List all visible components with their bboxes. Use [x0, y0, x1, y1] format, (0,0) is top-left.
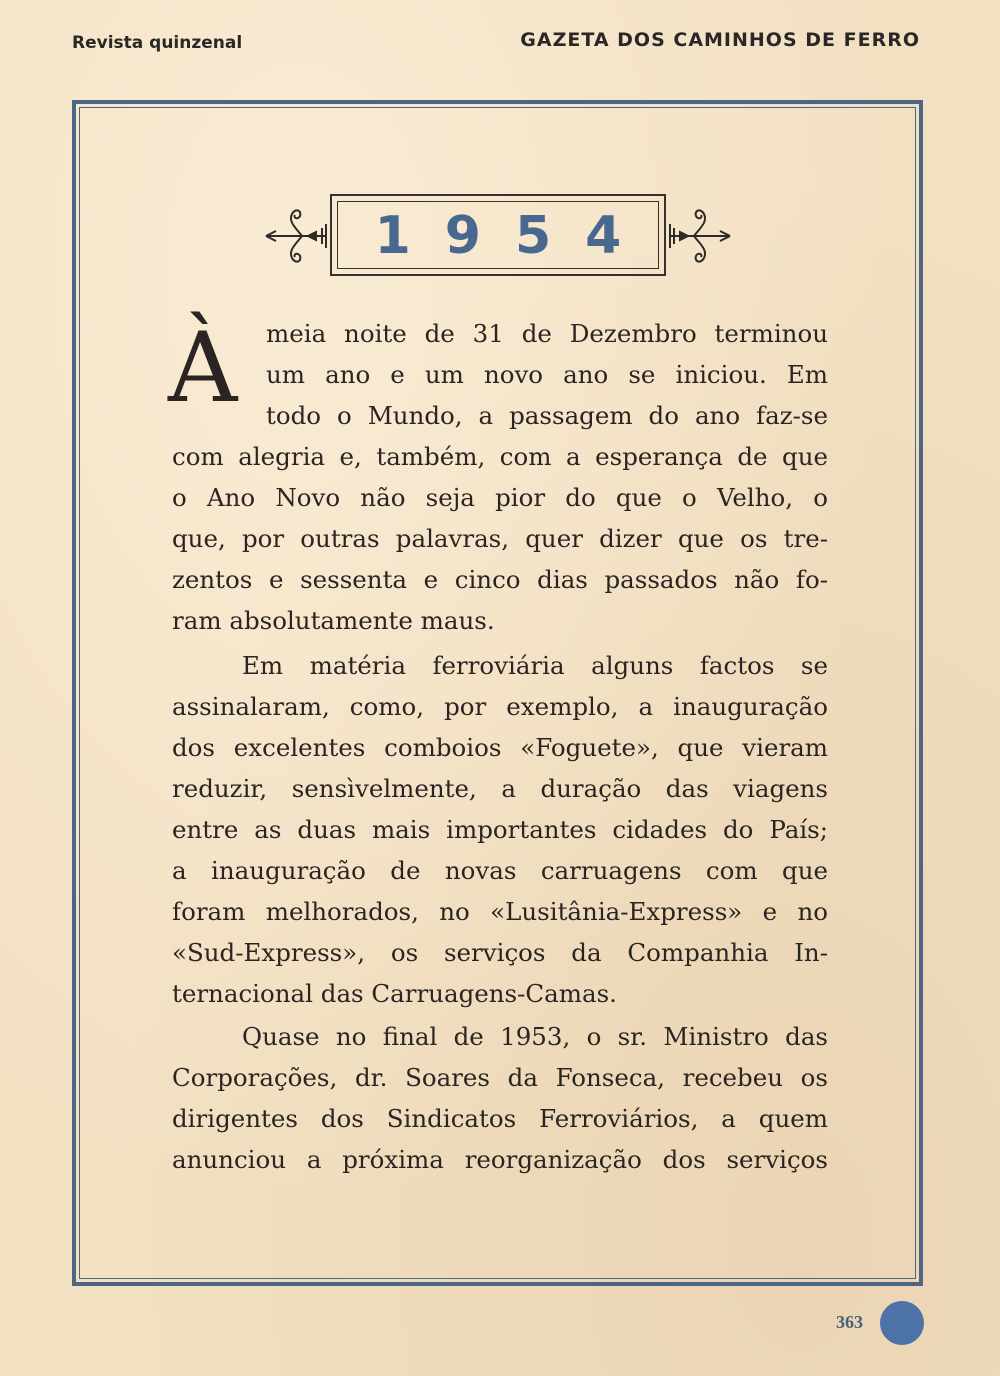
body-line: Corporações, dr. Soares da Fonseca, recebeu os: [172, 1063, 828, 1092]
header-journal-title: GAZETA DOS CAMINHOS DE FERRO: [520, 29, 920, 51]
body-line: dirigentes dos Sindicatos Ferroviários, a quem: [172, 1104, 828, 1133]
body-line: dos excelentes comboios «Foguete», que vieram: [172, 733, 828, 762]
body-line: anunciou a próxima reorganização dos serviços: [172, 1145, 828, 1174]
body-line: Quase no final de 1953, o sr. Ministro das: [242, 1022, 828, 1051]
left-flourish-ornament-icon: [262, 200, 330, 272]
drop-cap: À: [168, 312, 238, 424]
year-title-box: [330, 194, 666, 276]
year-title: 1954: [374, 206, 656, 266]
body-line: «Sud-Express», os serviços da Companhia In-: [172, 938, 828, 967]
body-line: ram absolutamente maus.: [172, 606, 495, 635]
right-flourish-ornament-icon: [666, 200, 734, 272]
page-number: 363: [836, 1312, 863, 1332]
body-line: ternacional das Carruagens-Camas.: [172, 979, 617, 1008]
body-line: reduzir, sensìvelmente, a duração das viagens: [172, 774, 828, 803]
body-line: todo o Mundo, a passagem do ano faz-se: [266, 401, 828, 430]
body-line: a inauguração de novas carruagens com que: [172, 856, 828, 885]
body-line: Em matéria ferroviária alguns factos se: [242, 651, 828, 680]
body-line: entre as duas mais importantes cidades do País;: [172, 815, 828, 844]
page-number-dot: [880, 1301, 924, 1345]
body-line: zentos e sessenta e cinco dias passados não fo-: [172, 565, 828, 594]
body-line: meia noite de 31 de Dezembro terminou: [266, 319, 828, 348]
body-line: com alegria e, também, com a esperança de que: [172, 442, 828, 471]
body-line: um ano e um novo ano se iniciou. Em: [266, 360, 828, 389]
body-line: o Ano Novo não seja pior do que o Velho, o: [172, 483, 828, 512]
body-line: foram melhorados, no «Lusitânia-Express» e no: [172, 897, 828, 926]
body-line: que, por outras palavras, quer dizer que os tre-: [172, 524, 828, 553]
body-line: assinalaram, como, por exemplo, a inauguração: [172, 692, 828, 721]
header-left-text: Revista quinzenal: [72, 33, 243, 53]
